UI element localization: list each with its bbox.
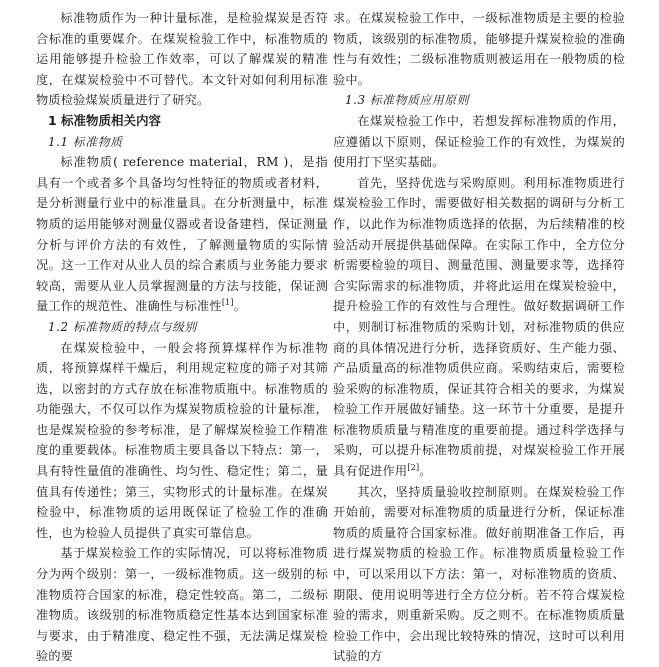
paragraph-1-1-end: 。 — [233, 299, 247, 314]
subsection-1-3-title: 1.3 标准物质应用原则 — [345, 93, 470, 108]
paragraph-1-3b-end: 。 — [419, 464, 432, 479]
citation-ref-2[interactable]: [2] — [407, 463, 420, 472]
paragraph-1-1-text: 标准物质( reference material，RM )，是指具有一个或者多个具备均匀性特征的物质或者材料，是分析测量行业中的标准量具。在分析测量中，标准物质的运用能够对测量仪器或者设备建档，保证测量分析与评价方法的有效性，了解测量物质的实际情况。这一工作对从业人员的综合素质与业务能力要求较高，需要从业人员掌握测量的方法与技能，保证测量工作的规范性、准确性与标准性 — [36, 155, 328, 314]
citation-ref-1[interactable]: [1] — [221, 298, 234, 308]
paragraph-1-2b: 基于煤炭检验工作的实际情况，可以将标准物质分为两个级别：第一，一级标准物质。这一级别的标准物质符合国家的标准，稳定性较高。第二，二级标准物质。该级别的标准物质稳定性基本达到国家标准与要求，由于精准度、稳定性不强，无法满足煤炭检验的要 — [36, 546, 328, 664]
paragraph-1-3c: 其次，坚持质量验收控制原则。在煤炭检验工作开始前，需要对标准物质的质量进行分析，保证标准物质的质量符合国家标准。做好前期准备工作后，再进行煤炭物质的检验工作。标准物质质量检验工作中，可以采用以下方法：第一，对标准物质的资质、期限、使用说明等进行全方位分析。若不符合煤炭检验的需求，则重新采购。反之则不。在标准物质质量检验工作中，会出现比较特殊的情况，这时可以利用试验的方 — [333, 484, 625, 664]
paragraph-1-2b-continued: 求。在煤炭检验工作中，一级标准物质是主要的检验物质，该级别的标准物质，能够提升煤炭检验的准确性与有效性；二级标准物质则被运用在一般物质的检验中。 — [333, 11, 625, 87]
paragraph-1-1 — [36, 152, 328, 317]
subsection-1-2-title: 1.2 标准物质的特点与级别 — [48, 319, 197, 334]
subsection-1-1-title: 1.1 标准物质 — [48, 134, 123, 149]
section-1-title: 1 标准物质相关内容 — [48, 112, 162, 128]
right-column — [333, 8, 625, 667]
paragraph-1-3a: 在煤炭检验工作中，若想发挥标准物质的作用，应遵循以下原则，保证检验工作的有效性，为煤炭的使用打下坚实基础。 — [333, 113, 625, 170]
paragraph-1-3b-text: 首先，坚持优选与采购原则。利用标准物质进行煤炭检验工作时，需要做好相关数据的调研与分析工作，以此作为标准物质选择的依据，为后续精准的校验活动开展提供基础保障。在实际工作中，全方位分析需要检验的项目、测量范围、测量要求等，选择符合实际需求的标准物质，并将此运用在煤炭检验中，提升检验工作的有效性与合理性。做好数据调研工作中，则制订标准物质的采购计划，对标准物质的供应商的具体情况进行分析，选择资质好、生产能力强、产品质量高的标准物质供应商。采购结束后，需要检验采购的标准物质，保证其符合相关的要求，为煤炭检验工作开展做好铺垫。这一环节十分重要，是提升标准物质质量与精准度的重要前提。通过科学选择与采购，可以提升标准物质前提，对煤炭检验工作开展具有促进作用 — [333, 175, 625, 479]
left-column — [36, 8, 328, 667]
intro-paragraph: 标准物质作为一种计量标准，是检验煤炭是否符合标准的重要媒介。在煤炭检验工作中，标准物质的运用能够提升检验工作效率，可以了解煤炭的精准度，在煤炭检验中不可替代。本文针对如何利用标准物质检验煤炭质量进行了研究。 — [36, 11, 328, 108]
paragraph-1-3b — [333, 173, 625, 482]
paragraph-1-2a: 在煤炭检验中，一般会将预算煤样作为标准物质，将预算煤样干燥后，利用规定粒度的筛子对其筛选，以密封的方式存放在标准物质瓶中。标准物质的功能强大，不仅可以作为煤炭物质检验的计量标准，也是煤炭检验的参考标准，是了解煤炭检验工作精准度的重要载体。标准物质主要具备以下特点：第一，具有特性量值的准确性、均匀性、稳定性；第二，量值具有传递性；第三，实物形式的计量标准。在煤炭检验中，标准物质的运用既保证了检验工作的准确性，也为检验人员提供了真实可靠信息。 — [36, 340, 328, 540]
